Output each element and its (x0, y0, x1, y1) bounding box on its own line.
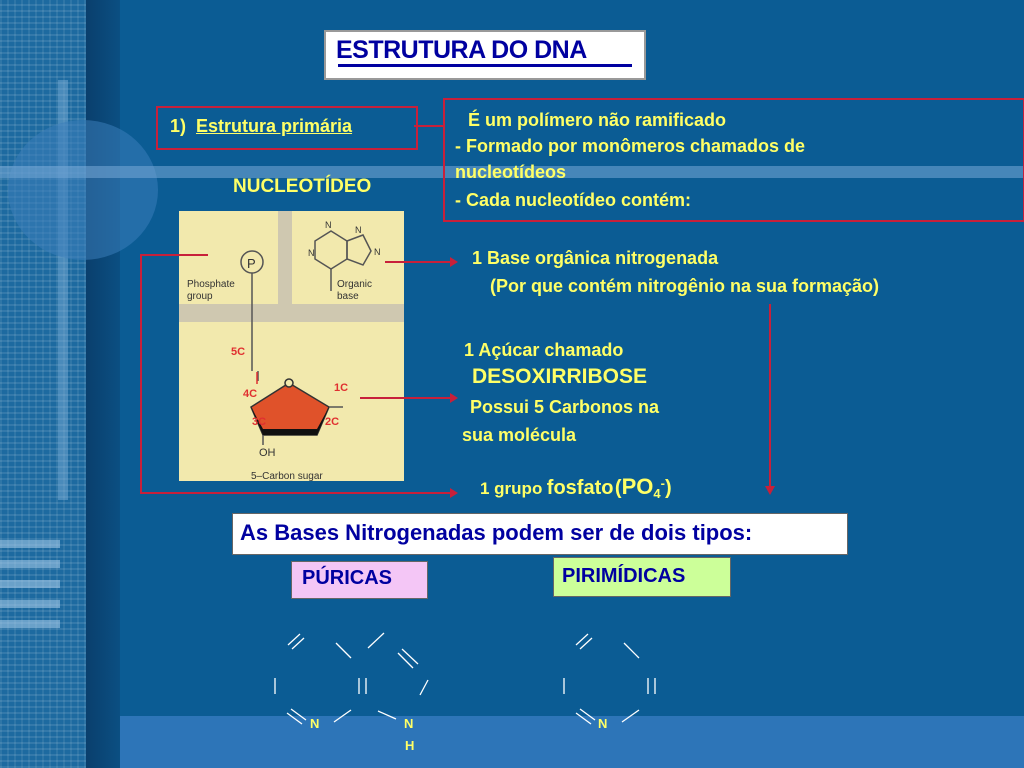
svg-text:5C: 5C (231, 346, 246, 358)
base-note-line1: 1 Base orgânica nitrogenada (472, 248, 719, 268)
svg-text:Phosphate: Phosphate (187, 279, 235, 290)
purine-structure (275, 633, 428, 724)
svg-text:4C: 4C (243, 388, 258, 400)
phosphate-note-word: fosfato (546, 477, 614, 499)
puricas-label: PÚRICAS (302, 567, 393, 589)
svg-text:3C: 3C (252, 416, 267, 428)
description-line: nucleotídeos (455, 162, 567, 182)
svg-text:N: N (310, 716, 320, 731)
sugar-note-line1: 1 Açúcar chamado (464, 340, 624, 360)
svg-text:H: H (405, 738, 415, 753)
svg-text:N: N (308, 248, 315, 258)
svg-text:P: P (247, 256, 256, 271)
svg-text:2C: 2C (325, 416, 340, 428)
sugar-note-line4: sua molécula (462, 425, 577, 445)
svg-text:N: N (598, 716, 608, 731)
phosphate-note-prefix: 1 grupo (480, 479, 543, 498)
description-line: - Formado por monômeros chamados de (455, 136, 806, 156)
svg-text:Organic: Organic (337, 279, 373, 290)
phosphate-formula-superscript: - (660, 475, 665, 491)
sugar-note-line3: Possui 5 Carbonos na (470, 397, 660, 417)
svg-text:base: base (337, 291, 359, 302)
nucleotide-heading: NUCLEOTÍDEO (233, 176, 372, 197)
phosphate-note-paren-open: ( (614, 477, 622, 499)
pyrimidine-structure (564, 634, 655, 724)
description-line: É um polímero não ramificado (468, 110, 727, 130)
svg-text:1C: 1C (334, 382, 349, 394)
description-line: - Cada nucleotídeo contém: (455, 190, 692, 210)
pirimidicas-label: PIRIMÍDICAS (562, 565, 686, 587)
svg-text:N: N (355, 225, 362, 235)
primary-structure-label: Estrutura primária (196, 116, 353, 136)
svg-text:group: group (187, 291, 213, 302)
svg-text:N: N (325, 220, 332, 230)
bases-types-text: As Bases Nitrogenadas podem ser de dois tipos: (240, 520, 753, 545)
svg-text:5–Carbon sugar: 5–Carbon sugar (251, 471, 323, 481)
svg-text:N: N (374, 247, 381, 257)
phosphate-formula-subscript: 4 (653, 486, 661, 502)
phosphate-note-paren-close: ) (664, 477, 672, 499)
phosphate-formula: PO (621, 474, 654, 499)
svg-text:OH: OH (259, 447, 276, 459)
slide-title: ESTRUTURA DO DNA (336, 36, 587, 64)
base-note-line2: (Por que contém nitrogênio na sua formação) (490, 276, 880, 296)
sugar-note-line2: DESOXIRRIBOSE (472, 365, 648, 388)
primary-structure-number: 1) (170, 116, 187, 136)
svg-text:N: N (404, 716, 414, 731)
